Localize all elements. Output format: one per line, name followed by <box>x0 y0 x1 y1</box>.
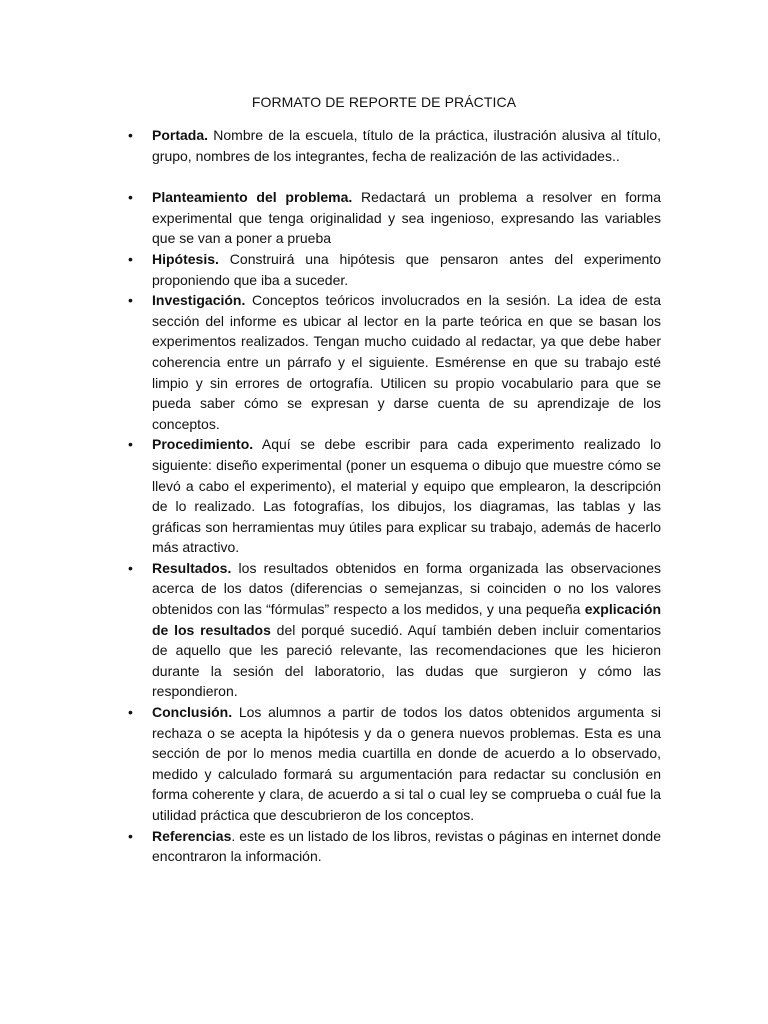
item-heading: Planteamiento del problema. <box>152 189 353 206</box>
list-item-procedimiento <box>128 434 661 558</box>
bullet-icon: • <box>128 250 133 267</box>
list-item-resultados <box>128 558 661 702</box>
list-item-investigacion <box>128 290 661 434</box>
bullet-icon: • <box>128 559 133 576</box>
item-text: Redactará un problema a resolver en forma experimental que tenga originalidad y sea ingenioso, expresando las variables que se van a poner a prueba <box>152 189 661 247</box>
item-text: Construirá una hipótesis que pensaron antes del experimento proponiendo que iba a suceder. <box>152 250 661 288</box>
list-item-portada <box>128 125 661 166</box>
bullet-icon: • <box>128 704 133 721</box>
item-heading: Conclusión. <box>152 704 233 721</box>
item-heading: Hipótesis. <box>152 250 219 267</box>
list-item-conclusion <box>128 702 661 826</box>
item-text: del porqué sucedió. Aquí también deben incluir comentarios de aquello que les pareció relevante, las recomendaciones que les hicieron durante la sesión del laboratorio, las dudas que surgieron y cómo las respondieron. <box>152 621 661 700</box>
bullet-icon: • <box>128 127 133 143</box>
item-text: Conceptos teóricos involucrados en la sesión. La idea de esta sección del informe es ubicar al lector en la parte teórica en que se basan los experimentos realizados. Tengan mucho cuidado al redactar, ya que debe haber coherencia entre un párrafo y el siguiente. Esmérense en que su trabajo esté limpio y sin errores de ortografía. Utilicen su propio vocabulario para que se pueda saber cómo se expresan y darse cuenta de su aprendizaje de los conceptos. <box>152 292 661 432</box>
item-heading: Investigación. <box>152 292 246 309</box>
list-item-referencias <box>128 826 661 867</box>
item-emphasis: explicación de los resultados <box>152 601 661 638</box>
item-text: Aquí se debe escribir para cada experimento realizado lo siguiente: diseño experimental (poner un esquema o dibujo que muestre cómo se llevó a cabo el experimento), el material y equipo que emplearon, la descripción de lo realizado. Las fotografías, los dibujos, los diagramas, las tablas y las gráficas son herramientas muy útiles para explicar su trabajo, además de hacerlo más atractivo. <box>152 436 661 556</box>
item-heading: Referencias <box>152 827 232 844</box>
item-text: los resultados obtenidos en forma organizada las observaciones acerca de los datos (diferencias o semejanzas, si coinciden o no los valores obtenidos con las “fórmulas” respecto a los medidos, y una pequeña <box>152 559 661 618</box>
bullet-icon: • <box>128 189 133 206</box>
section-list <box>128 125 661 867</box>
item-heading: Portada. <box>152 127 209 143</box>
list-item-hipotesis <box>128 249 661 290</box>
item-text: Nombre de la escuela, título de la práctica, ilustración alusiva al título, grupo, nombres de los integrantes, fecha de realización de las actividades.. <box>152 127 661 164</box>
item-text: . este es un listado de los libros, revistas o páginas en internet donde encontraron la información. <box>152 827 661 865</box>
item-text: Los alumnos a partir de todos los datos obtenidos argumenta si rechaza o se acepta la hipótesis y da o genera nuevos problemas. Esta es una sección de por lo menos media cuartilla en donde de acuerdo a lo observado, medido y calculado formará su argumentación para redactar su conclusión en forma coherente y clara, de acuerdo a si tal o cual ley se comprueba o cuál fue la utilidad práctica que descubrieron de los conceptos. <box>152 704 661 823</box>
bullet-icon: • <box>128 436 133 453</box>
list-item-planteamiento <box>128 187 661 249</box>
item-heading: Procedimiento. <box>152 436 254 453</box>
bullet-icon: • <box>128 292 133 309</box>
bullet-icon: • <box>128 827 133 844</box>
document-title: FORMATO DE REPORTE DE PRÁCTICA <box>251 94 517 110</box>
item-heading: Resultados. <box>152 559 232 576</box>
